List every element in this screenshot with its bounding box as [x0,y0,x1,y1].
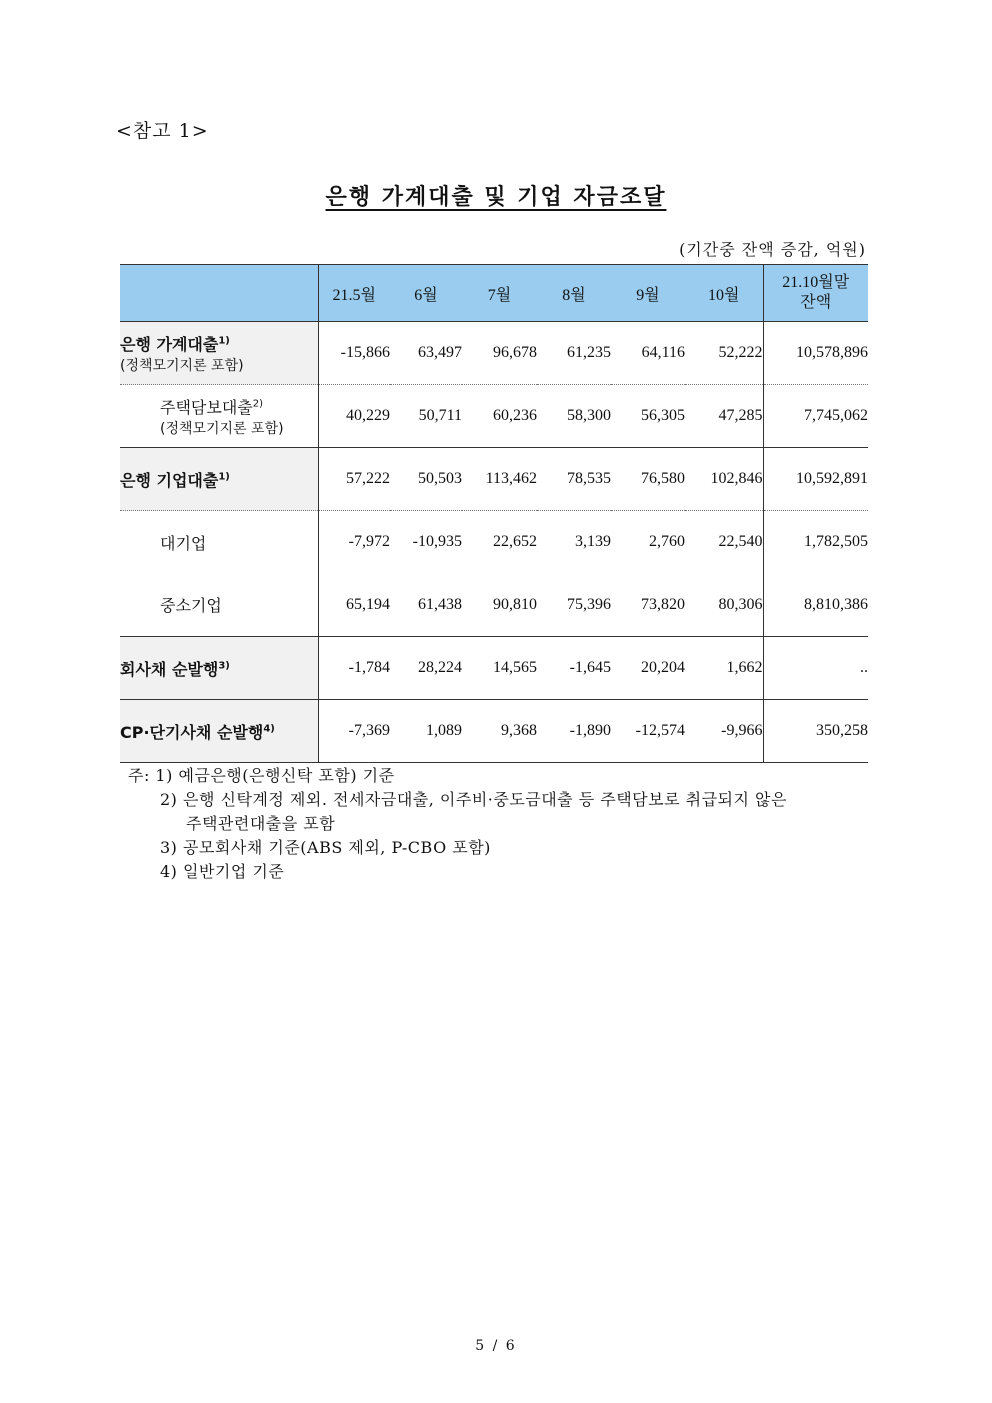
row-label-text: 회사채 순발행 [120,659,219,679]
row-label [120,511,318,574]
header-cell: 9월 [611,265,685,322]
footnote-2: 2) 은행 신탁계정 제외. 전세자금대출, 이주비·중도금대출 등 주택담보로 취급되지 않은 [160,790,787,809]
row-label-text: 대기업 [160,533,207,553]
footnote-2-continued: 주택관련대출을 포함 [186,814,336,833]
table-cell: -7,972 [348,533,390,551]
row-label-text: 은행 기업대출 [120,470,219,490]
table-cell: 1,089 [390,700,462,763]
table-cell: 47,285 [685,385,763,448]
footnote-mark: 3) [218,660,230,672]
row-sublabel: (정책모기지론 포함) [120,357,244,374]
table-cell: 28,224 [390,637,462,700]
row-label [120,637,318,700]
header-cell: 10월 [685,265,763,322]
row-label [120,385,318,448]
table-row [120,700,868,763]
footnote-mark: 1) [218,335,230,347]
table-cell: 22,652 [493,533,537,551]
table-row [120,322,868,385]
table-cell: 65,194 [318,574,390,637]
row-sublabel: (정책모기지론 포함) [160,420,284,437]
table-cell: 3,139 [575,533,611,551]
row-label-text: CP·단기사채 순발행 [120,722,264,742]
footnote-3: 3) 공모회사채 기준(ABS 제외, P-CBO 포함) [160,838,491,857]
table-cell: 63,497 [390,322,462,385]
table-cell: 58,300 [537,385,611,448]
reference-label: <참고 1> [116,120,209,142]
row-label [120,574,318,637]
unit-note: (기간중 잔액 증감, 억원) [679,240,866,259]
table-cell: 80,306 [685,574,763,637]
table-cell: -10,935 [412,533,462,551]
balance-cell: 8,810,386 [763,574,868,637]
table-row [120,511,868,574]
table-cell: 2,760 [649,533,685,551]
table-row [120,448,868,511]
footnote-4: 4) 일반기업 기준 [160,862,285,881]
table-cell: 90,810 [462,574,537,637]
table-cell: 64,116 [611,322,685,385]
footnote-1: 주: 1) 예금은행(은행신탁 포함) 기준 [128,766,395,785]
table-cell: 61,235 [537,322,611,385]
table-cell: -12,574 [611,700,685,763]
footnote-mark: 1) [218,471,230,483]
row-label-text: 중소기업 [160,596,222,616]
balance-cell: 1,782,505 [763,511,868,574]
table-row [120,385,868,448]
table-row [120,574,868,637]
table-cell: 60,236 [462,385,537,448]
row-label-text: 은행 가계대출 [120,334,219,354]
table-cell: 1,662 [685,637,763,700]
header-balance-line2: 잔액 [800,294,832,311]
table-cell: -1,890 [537,700,611,763]
header-cell: 7월 [462,265,537,322]
balance-cell: 7,745,062 [763,385,868,448]
table-cell: 52,222 [685,322,763,385]
table-cell: 113,462 [462,448,537,511]
header-row [120,265,868,322]
header-cell: 8월 [537,265,611,322]
table-cell: -7,369 [318,700,390,763]
document-title [0,180,992,211]
table-cell: -1,645 [537,637,611,700]
header-cell: 6월 [390,265,462,322]
loan-table [120,264,868,763]
table-cell: -9,966 [685,700,763,763]
header-cell: 21.5월 [318,265,390,322]
header-balance-line1: 21.10월말 [782,274,850,291]
balance-cell: .. [763,637,868,700]
header-balance [763,265,868,322]
header-corner [120,265,318,322]
table-cell: 102,846 [685,448,763,511]
balance-cell: 350,258 [763,700,868,763]
table-cell: 22,540 [718,533,763,551]
balance-cell: 10,592,891 [763,448,868,511]
table-cell: 50,711 [390,385,462,448]
footnote-mark: 2) [252,398,264,410]
table-cell: 61,438 [390,574,462,637]
table-cell: 57,222 [318,448,390,511]
table-cell: -15,866 [318,322,390,385]
table-cell: 50,503 [390,448,462,511]
table-row [120,637,868,700]
table-cell: 9,368 [462,700,537,763]
table-cell: 96,678 [462,322,537,385]
row-label [120,448,318,511]
table-cell: 76,580 [611,448,685,511]
table-cell: 73,820 [611,574,685,637]
table-cell: -1,784 [318,637,390,700]
table-cell: 14,565 [462,637,537,700]
document-title-text: 은행 가계대출 및 기업 자금조달 [325,184,667,210]
table-cell: 56,305 [611,385,685,448]
table-cell: 40,229 [318,385,390,448]
row-label [120,322,318,385]
table-cell: 20,204 [611,637,685,700]
row-label-text: 주택담보대출 [160,397,253,417]
footnotes [128,764,787,884]
page-number: 5 / 6 [475,1338,517,1354]
row-label [120,700,318,763]
table-cell: 75,396 [537,574,611,637]
balance-cell: 10,578,896 [763,322,868,385]
footnote-mark: 4) [263,723,275,735]
table-cell: 78,535 [537,448,611,511]
